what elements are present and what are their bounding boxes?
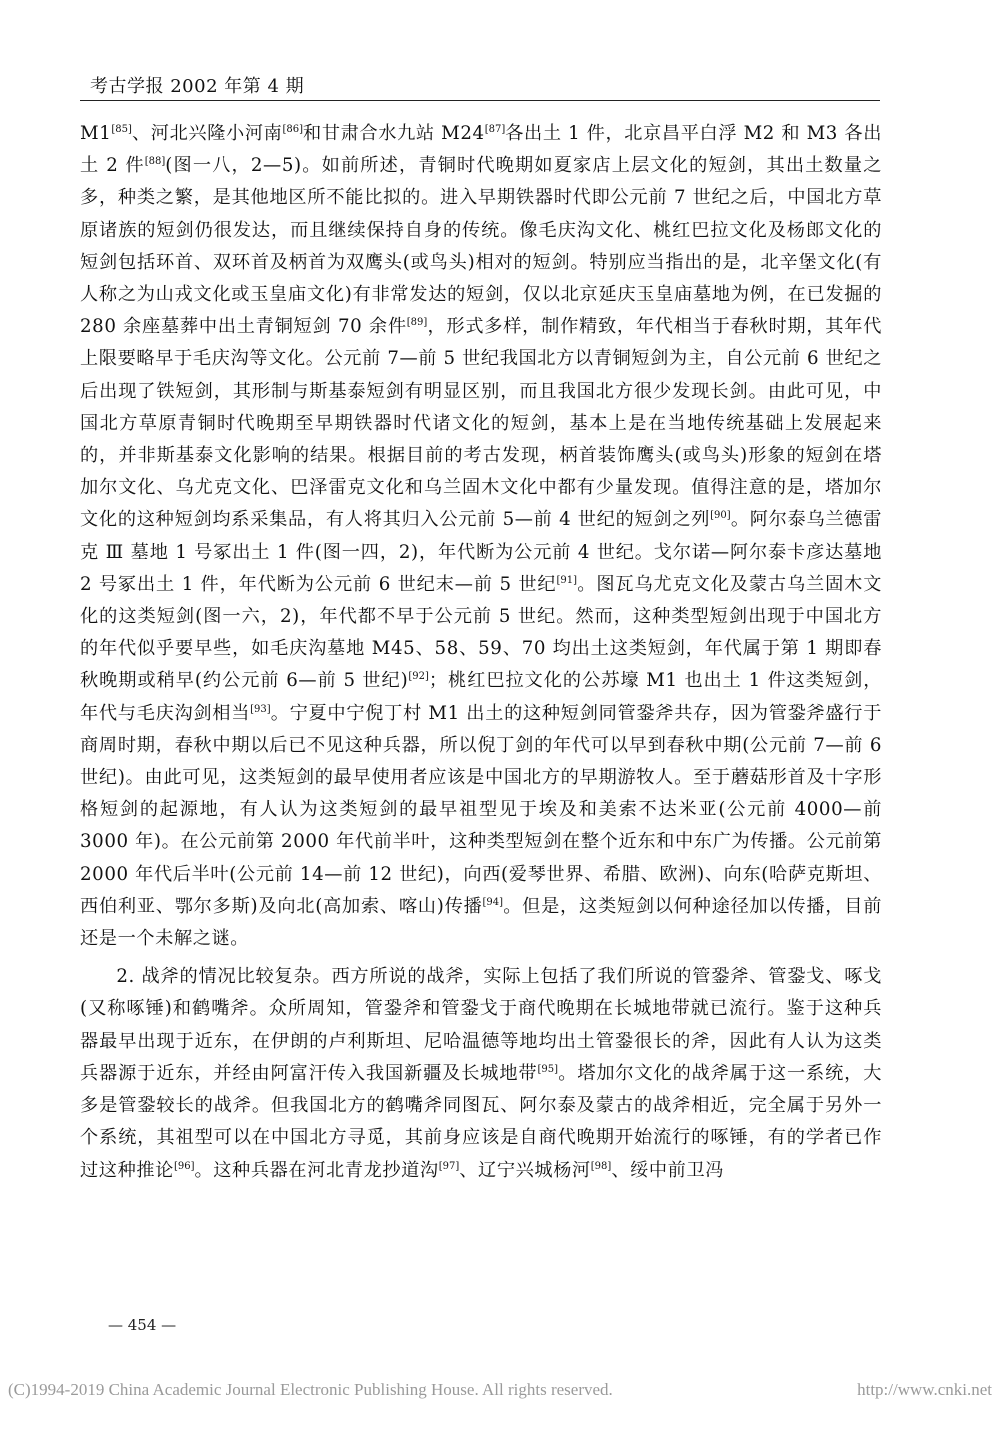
paragraph-1 <box>80 118 882 955</box>
text-run: ，形式多样，制作精致，年代相当于春秋时期，其年代上限要略早于毛庆沟等文化。公元前 7—前 5 世纪我国北方以青铜短剑为主，自公元前 6 世纪之后出现了铁短剑，其形制与斯基泰短剑有明显区别，而且我国北方很少发现长剑。由此可见，中国北方草原青铜时代晚期至早期铁器时代诸文化的短剑，基本上是在当地传统基础上发展起来的，并非斯基泰文化影响的结果。根据目前的考古发现，柄首装饰鹰头(或鸟头)形象的短剑在塔加尔文化、乌尤克文化、巴泽雷克文化和乌兰固木文化中都有少量发现。值得注意的是，塔加尔文化的这种短剑均系采集品，有人将其归入公元前 5—前 4 世纪的短剑之列 <box>80 316 882 531</box>
article-body <box>80 118 882 1187</box>
cnki-url: http://www.cnki.net <box>857 1380 992 1399</box>
citation-marker: [90] <box>710 510 731 522</box>
text-run: 。宁夏中宁倪丁村 M1 出土的这种短剑同管銎斧共存，因为管銎斧盛行于商周时期，春秋中期以后已不见这种兵器，所以倪丁剑的年代可以早到春秋中期(公元前 7—前 6 世纪)。由此可见，这类短剑的最早使用者应该是中国北方的早期游牧人。至于蘑菇形首及十字形格短剑的起源地，有人认为这类短剑的最早祖型见于埃及和美索不达米亚(公元前 4000—前 3000 年)。在公元前第 2000 年代前半叶，这种类型短剑在整个近东和中东广为传播。公元前第 2000 年代后半叶(公元前 14—前 12 世纪)，向西(爱琴世界、希腊、欧洲)、向东(哈萨克斯坦、西伯利亚、鄂尔多斯)及向北(高加索、喀山)传播 <box>80 702 882 917</box>
text-run: M1 <box>80 123 112 144</box>
citation-marker: [96] <box>173 1160 195 1172</box>
text-run: 。阿尔泰乌兰德雷克 Ⅲ 墓地 1 号冢出土 1 件(图一四，2)，年代断为公元前 4 世纪。戈尔诺—阿尔泰卡彦达墓地 2 号冢出土 1 件，年代断为公元前 6 世纪末—前 5 世纪 <box>80 509 882 595</box>
citation-marker: [97] <box>438 1160 460 1172</box>
copyright-notice: (C)1994-2019 China Academic Journal Electronic Publishing House. All rights reserved. <box>8 1380 613 1399</box>
paragraph-2 <box>80 961 882 1186</box>
citation-marker: [87] <box>484 123 506 135</box>
text-run: 2. 战斧的情况比较复杂。西方所说的战斧，实际上包括了我们所说的管銎斧、管銎戈、啄戈(又称啄锤)和鹤嘴斧。众所周知，管銎斧和管銎戈于商代晚期在长城地带就已流行。鉴于这种兵器最早出现于近东，在伊朗的卢利斯坦、尼哈温德等地均出土管銎很长的斧，因此有人认为这类兵器源于近东，并经由阿富汗传入我国新疆及长城地带 <box>80 966 882 1084</box>
text-run: (图一八，2—5)。如前所述，青铜时代晚期如夏家店上层文化的短剑，其出土数量之多，种类之繁，是其他地区所不能比拟的。进入早期铁器时代即公元前 7 世纪之后，中国北方草原诸族的短剑仍很发达，而且继续保持自身的传统。像毛庆沟文化、桃红巴拉文化及杨郎文化的短剑包括环首、双环首及柄首为双鹰头(或鸟头)相对的短剑。特别应当指出的是，北辛堡文化(有人称之为山戎文化或玉皇庙文化)有非常发达的短剑，仅以北京延庆玉皇庙墓地为例，在已发掘的 280 余座墓葬中出土青铜短剑 70 余件 <box>80 155 882 338</box>
citation-marker: [94] <box>482 896 504 908</box>
text-run: 。塔加尔文化的战斧属于这一系统，大多是管銎较长的战斧。但我国北方的鹤嘴斧同图瓦、阿尔泰及蒙古的战斧相近，完全属于另外一个系统，其祖型可以在中国北方寻觅，其前身应该是自商代晚期开始流行的啄锤，有的学者已作过这种推论 <box>80 1062 883 1181</box>
header-divider <box>80 100 880 101</box>
citation-marker: [89] <box>406 317 428 329</box>
citation-marker: [98] <box>590 1160 612 1172</box>
text-run: 。图瓦乌尤克文化及蒙古乌兰固木文化的这类短剑(图一六，2)，年代都不早于公元前 5 世纪。然而，这种类型短剑出现于中国北方的年代似乎要早些，如毛庆沟墓地 M45、58、59、70 均出土这类短剑，年代属于第 1 期即春秋晚期或稍早(约公元前 6—前 5 世纪) <box>80 573 882 692</box>
text-run: 、河北兴隆小河南 <box>131 123 283 144</box>
citation-marker: [95] <box>537 1063 558 1075</box>
citation-marker: [92] <box>408 671 429 683</box>
text-run: 、绥中前卫冯 <box>611 1159 725 1181</box>
citation-marker: [88] <box>144 156 166 168</box>
citation-marker: [93] <box>250 703 271 715</box>
citation-marker: [91] <box>556 574 578 586</box>
text-run: 、辽宁兴城杨河 <box>459 1159 591 1181</box>
citation-marker: [85] <box>111 123 132 135</box>
text-run: 和甘肃合水九站 M24 <box>303 123 485 144</box>
text-run: 。但是，这类短剑以何种途径加以传播，目前还是一个未解之谜。 <box>80 895 882 950</box>
citation-marker: [86] <box>282 123 303 135</box>
text-run: 各出土 1 件，北京昌平白浮 M2 和 M3 各出土 2 件 <box>80 123 882 177</box>
text-run: 。这种兵器在河北青龙抄道沟 <box>194 1159 439 1181</box>
text-run: ；桃红巴拉文化的公苏壕 M1 也出土 1 件这类短剑，年代与毛庆沟剑相当 <box>80 670 883 724</box>
page-number: — 454 — <box>108 1316 177 1334</box>
running-header: 考古学报 2002 年第 4 期 <box>90 76 305 97</box>
